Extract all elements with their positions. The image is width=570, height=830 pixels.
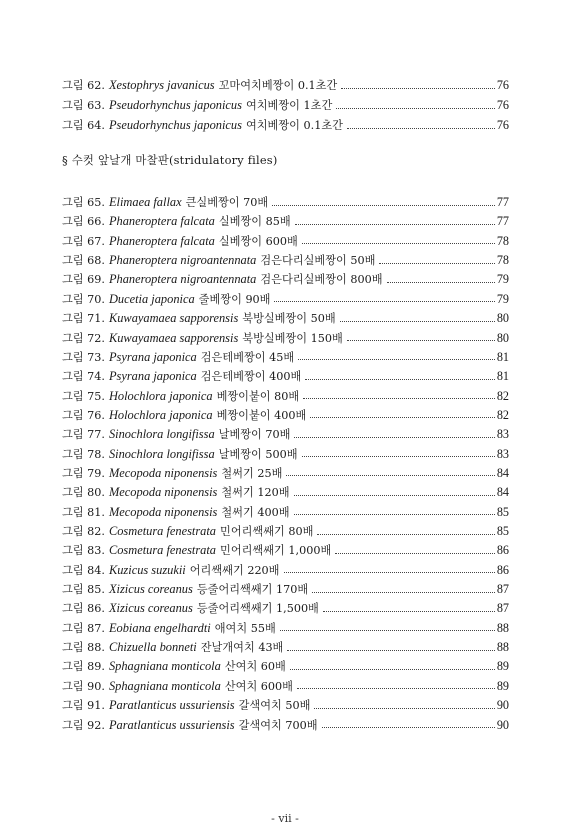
- dot-leader: [387, 282, 495, 283]
- toc-entry[interactable]: [62, 231, 509, 251]
- figure-description: 여치베짱이 1초간: [245, 99, 333, 112]
- figure-description: 철써기 400배: [221, 505, 290, 519]
- page-number: 86: [496, 562, 509, 577]
- species-name: Psyrana japonica: [108, 369, 197, 384]
- figure-number: 그림 67.: [62, 234, 105, 248]
- figure-description: 검은테베짱이 45배: [200, 350, 295, 364]
- dot-leader: [272, 205, 495, 206]
- toc-entry[interactable]: [62, 269, 509, 289]
- figure-description: 철써기 120배: [221, 486, 290, 500]
- figure-number: 그림 73.: [62, 350, 105, 364]
- figure-number: 그림 68.: [62, 254, 105, 268]
- dot-leader: [340, 321, 495, 322]
- toc-entry[interactable]: [62, 482, 509, 502]
- figure-description: 검은다리실베짱이 800배: [260, 273, 383, 287]
- toc-entry[interactable]: [62, 192, 509, 212]
- dot-leader: [297, 688, 495, 689]
- species-name: Eobiana engelhardti: [108, 620, 211, 635]
- species-name: Elimaea fallax: [108, 195, 182, 209]
- toc-entry[interactable]: [62, 560, 509, 580]
- figure-number: 그림 74.: [62, 370, 105, 384]
- species-name: Chizuella bonneti: [108, 640, 197, 654]
- page-number: 86: [496, 543, 509, 558]
- figure-number: 그림 70.: [62, 292, 105, 306]
- figure-number: 그림 91.: [62, 699, 105, 713]
- species-name: Cosmetura fenestrata: [108, 543, 217, 558]
- dot-leader: [336, 108, 495, 109]
- species-name: Psyrana japonica: [108, 349, 197, 364]
- figure-number: 그림 89.: [62, 660, 105, 674]
- page-number: 87: [496, 582, 509, 596]
- page-number: 88: [496, 640, 509, 654]
- species-name: Holochlora japonica: [108, 388, 213, 403]
- toc-entry[interactable]: [62, 328, 509, 348]
- dot-leader: [303, 398, 495, 399]
- page-number: 76: [496, 118, 509, 132]
- dot-leader: [312, 592, 495, 593]
- figure-description: 애여치 55배: [214, 621, 276, 635]
- figure-number: 그림 72.: [62, 331, 105, 345]
- page-number: 83: [496, 427, 509, 442]
- toc-entry[interactable]: [62, 598, 509, 618]
- dot-leader: [323, 611, 495, 612]
- page-number: 79: [496, 291, 509, 306]
- figure-description: 산여치 60배: [224, 660, 286, 674]
- toc-entry[interactable]: [62, 656, 509, 676]
- dot-leader: [302, 243, 495, 244]
- figure-number: 그림 76.: [62, 408, 105, 422]
- figure-description: 민어리쌕쌔기 80배: [220, 525, 314, 538]
- figure-description: 날베짱이 70배: [218, 428, 291, 442]
- figure-number: 그림 62.: [62, 79, 105, 92]
- page-number: 82: [496, 388, 509, 403]
- page-number: 82: [496, 407, 509, 422]
- species-name: Pseudorhynchus japonicus: [108, 98, 242, 112]
- page-number: 78: [496, 233, 509, 248]
- figure-number: 그림 85.: [62, 583, 105, 596]
- species-name: Sphagniana monticola: [108, 659, 221, 674]
- page-number: 90: [496, 698, 509, 713]
- species-name: Paratlanticus ussuriensis: [108, 698, 235, 713]
- page-number: 83: [496, 446, 509, 461]
- figure-number: 그림 64.: [62, 119, 105, 132]
- page-number: 77: [496, 214, 509, 229]
- dot-leader: [310, 417, 494, 418]
- page-number: 81: [496, 369, 509, 384]
- dot-leader: [295, 224, 495, 225]
- page-number: 81: [496, 349, 509, 364]
- figure-number: 그림 69.: [62, 273, 105, 287]
- species-name: Sinochlora longifissa: [108, 427, 215, 442]
- figure-number: 그림 65.: [62, 196, 105, 209]
- dot-leader: [302, 456, 495, 457]
- species-name: Xestophrys javanicus: [108, 78, 215, 92]
- toc-entry-63[interactable]: [62, 95, 509, 115]
- figure-description: 날베짱이 500배: [218, 447, 298, 461]
- page-number: 85: [496, 504, 509, 519]
- toc-entry[interactable]: [62, 695, 509, 715]
- figure-description: 민어리쌕쌔기 1,000배: [220, 544, 332, 558]
- toc-entry[interactable]: [62, 250, 509, 270]
- section-heading: § 수컷 앞날개 마찰판(stridulatory files): [62, 153, 278, 167]
- figure-number: 그림 86.: [62, 602, 105, 616]
- dot-leader: [294, 495, 495, 496]
- figure-number: 그림 66.: [62, 215, 105, 229]
- figure-number: 그림 84.: [62, 563, 105, 577]
- figure-number: 그림 78.: [62, 447, 105, 461]
- page-number: 89: [496, 678, 509, 693]
- toc-entry[interactable]: [62, 347, 509, 367]
- figure-number: 그림 90.: [62, 679, 105, 693]
- figure-number: 그림 71.: [62, 312, 105, 326]
- species-name: Kuwayamaea sapporensis: [108, 330, 239, 345]
- page-number: 77: [496, 195, 509, 209]
- figure-description: 줄베짱이 90배: [198, 292, 271, 306]
- toc-entry[interactable]: [62, 637, 509, 657]
- figure-description: 갈색여치 50배: [238, 699, 311, 713]
- toc-entry[interactable]: [62, 715, 509, 735]
- species-name: Mecopoda niponensis: [108, 485, 218, 500]
- species-name: Mecopoda niponensis: [108, 465, 218, 480]
- dot-leader: [379, 263, 494, 264]
- figure-description: 갈색여치 700배: [238, 718, 318, 732]
- figure-description: 꼬마여치베짱이 0.1초간: [218, 79, 338, 92]
- toc-entry[interactable]: [62, 211, 509, 231]
- figure-number: 그림 79.: [62, 466, 105, 480]
- figure-description: 검은다리실베짱이 50배: [260, 254, 376, 268]
- page-number: 76: [496, 98, 509, 112]
- figure-number: 그림 81.: [62, 505, 105, 519]
- species-name: Kuzicus suzukii: [108, 562, 186, 577]
- figure-description: 등줄어리쌕쌔기 1,500배: [196, 602, 319, 616]
- toc-entry[interactable]: [62, 521, 509, 541]
- toc-entry[interactable]: [62, 366, 509, 386]
- species-name: Phaneroptera falcata: [108, 214, 215, 229]
- dot-leader: [314, 708, 494, 709]
- species-name: Holochlora japonica: [108, 407, 213, 422]
- species-name: Xizicus coreanus: [108, 582, 193, 596]
- toc-entry[interactable]: [62, 463, 509, 483]
- species-name: Phaneroptera nigroantennata: [108, 253, 257, 268]
- figure-description: 잔날개여치 43배: [200, 641, 284, 654]
- page-number: 80: [496, 311, 509, 326]
- figure-number: 그림 92.: [62, 718, 105, 732]
- figure-description: 베짱이붙이 400배: [216, 408, 307, 422]
- figure-description: 베짱이붙이 80배: [216, 389, 300, 403]
- page-number: 85: [496, 524, 509, 538]
- page-number: 78: [496, 253, 509, 268]
- figure-number: 그림 87.: [62, 621, 105, 635]
- page-number: 79: [496, 272, 509, 287]
- dot-leader: [322, 727, 495, 728]
- toc-entry[interactable]: [62, 579, 509, 599]
- figure-description: 실베짱이 600배: [218, 234, 298, 248]
- species-name: Xizicus coreanus: [108, 601, 193, 616]
- species-name: Paratlanticus ussuriensis: [108, 717, 235, 732]
- figure-description: 등줄어리쌕쌔기 170배: [196, 583, 309, 596]
- toc-entry[interactable]: [62, 618, 509, 638]
- dot-leader: [294, 437, 494, 438]
- page-footer: - vii -: [271, 812, 299, 825]
- page-number: 76: [496, 78, 509, 92]
- page-number: 87: [496, 601, 509, 616]
- figure-description: 북방실베짱이 50배: [242, 312, 336, 326]
- species-name: Phaneroptera falcata: [108, 233, 215, 248]
- figure-description: 북방실베짱이 150배: [242, 331, 343, 345]
- species-name: Sinochlora longifissa: [108, 446, 215, 461]
- species-name: Ducetia japonica: [108, 291, 195, 306]
- dot-leader: [298, 359, 495, 360]
- figure-description: 여치베짱이 0.1초간: [245, 119, 343, 132]
- page-number: 88: [496, 620, 509, 635]
- toc-entry[interactable]: [62, 424, 509, 444]
- dot-leader: [305, 379, 495, 380]
- toc-entry[interactable]: [62, 308, 509, 328]
- figure-number: 그림 75.: [62, 389, 105, 403]
- dot-leader: [284, 572, 495, 573]
- dot-leader: [341, 88, 495, 89]
- toc-entry[interactable]: [62, 405, 509, 425]
- dot-leader: [287, 650, 494, 651]
- toc-entry[interactable]: [62, 444, 509, 464]
- dot-leader: [294, 514, 495, 515]
- dot-leader: [280, 630, 495, 631]
- figure-number: 그림 83.: [62, 544, 105, 558]
- toc-entry[interactable]: [62, 676, 509, 696]
- figure-description: 철써기 25배: [221, 466, 283, 480]
- figure-number: 그림 88.: [62, 641, 105, 654]
- figure-description: 큰실베짱이 70배: [185, 196, 269, 209]
- toc-entry[interactable]: [62, 540, 509, 560]
- page-number: 84: [496, 485, 509, 500]
- page-number: 89: [496, 659, 509, 674]
- species-name: Phaneroptera nigroantennata: [108, 272, 257, 287]
- toc-entry-62[interactable]: [62, 75, 509, 95]
- dot-leader: [347, 340, 495, 341]
- species-name: Sphagniana monticola: [108, 678, 221, 693]
- figure-number: 그림 80.: [62, 486, 105, 500]
- figure-number: 그림 82.: [62, 525, 105, 538]
- toc-entry[interactable]: [62, 502, 509, 522]
- figure-number: 그림 77.: [62, 428, 105, 442]
- dot-leader: [286, 475, 494, 476]
- species-name: Kuwayamaea sapporensis: [108, 311, 239, 326]
- figure-description: 산여치 600배: [224, 679, 293, 693]
- toc-entry[interactable]: [62, 386, 509, 406]
- dot-leader: [317, 534, 494, 535]
- species-name: Cosmetura fenestrata: [108, 524, 217, 538]
- figure-description: 실베짱이 85배: [218, 215, 291, 229]
- toc-entry-64[interactable]: [62, 115, 509, 135]
- species-name: Mecopoda niponensis: [108, 504, 218, 519]
- page-number: 90: [496, 717, 509, 732]
- dot-leader: [335, 553, 495, 554]
- dot-leader: [347, 128, 495, 129]
- dot-leader: [274, 301, 494, 302]
- figure-number: 그림 63.: [62, 99, 105, 112]
- species-name: Pseudorhynchus japonicus: [108, 118, 242, 132]
- page-number: 80: [496, 330, 509, 345]
- toc-entry[interactable]: [62, 289, 509, 309]
- figure-description: 어리쌕쌔기 220배: [189, 563, 280, 577]
- figure-description: 검은테베짱이 400배: [200, 370, 302, 384]
- page-number: 84: [496, 465, 509, 480]
- dot-leader: [290, 669, 495, 670]
